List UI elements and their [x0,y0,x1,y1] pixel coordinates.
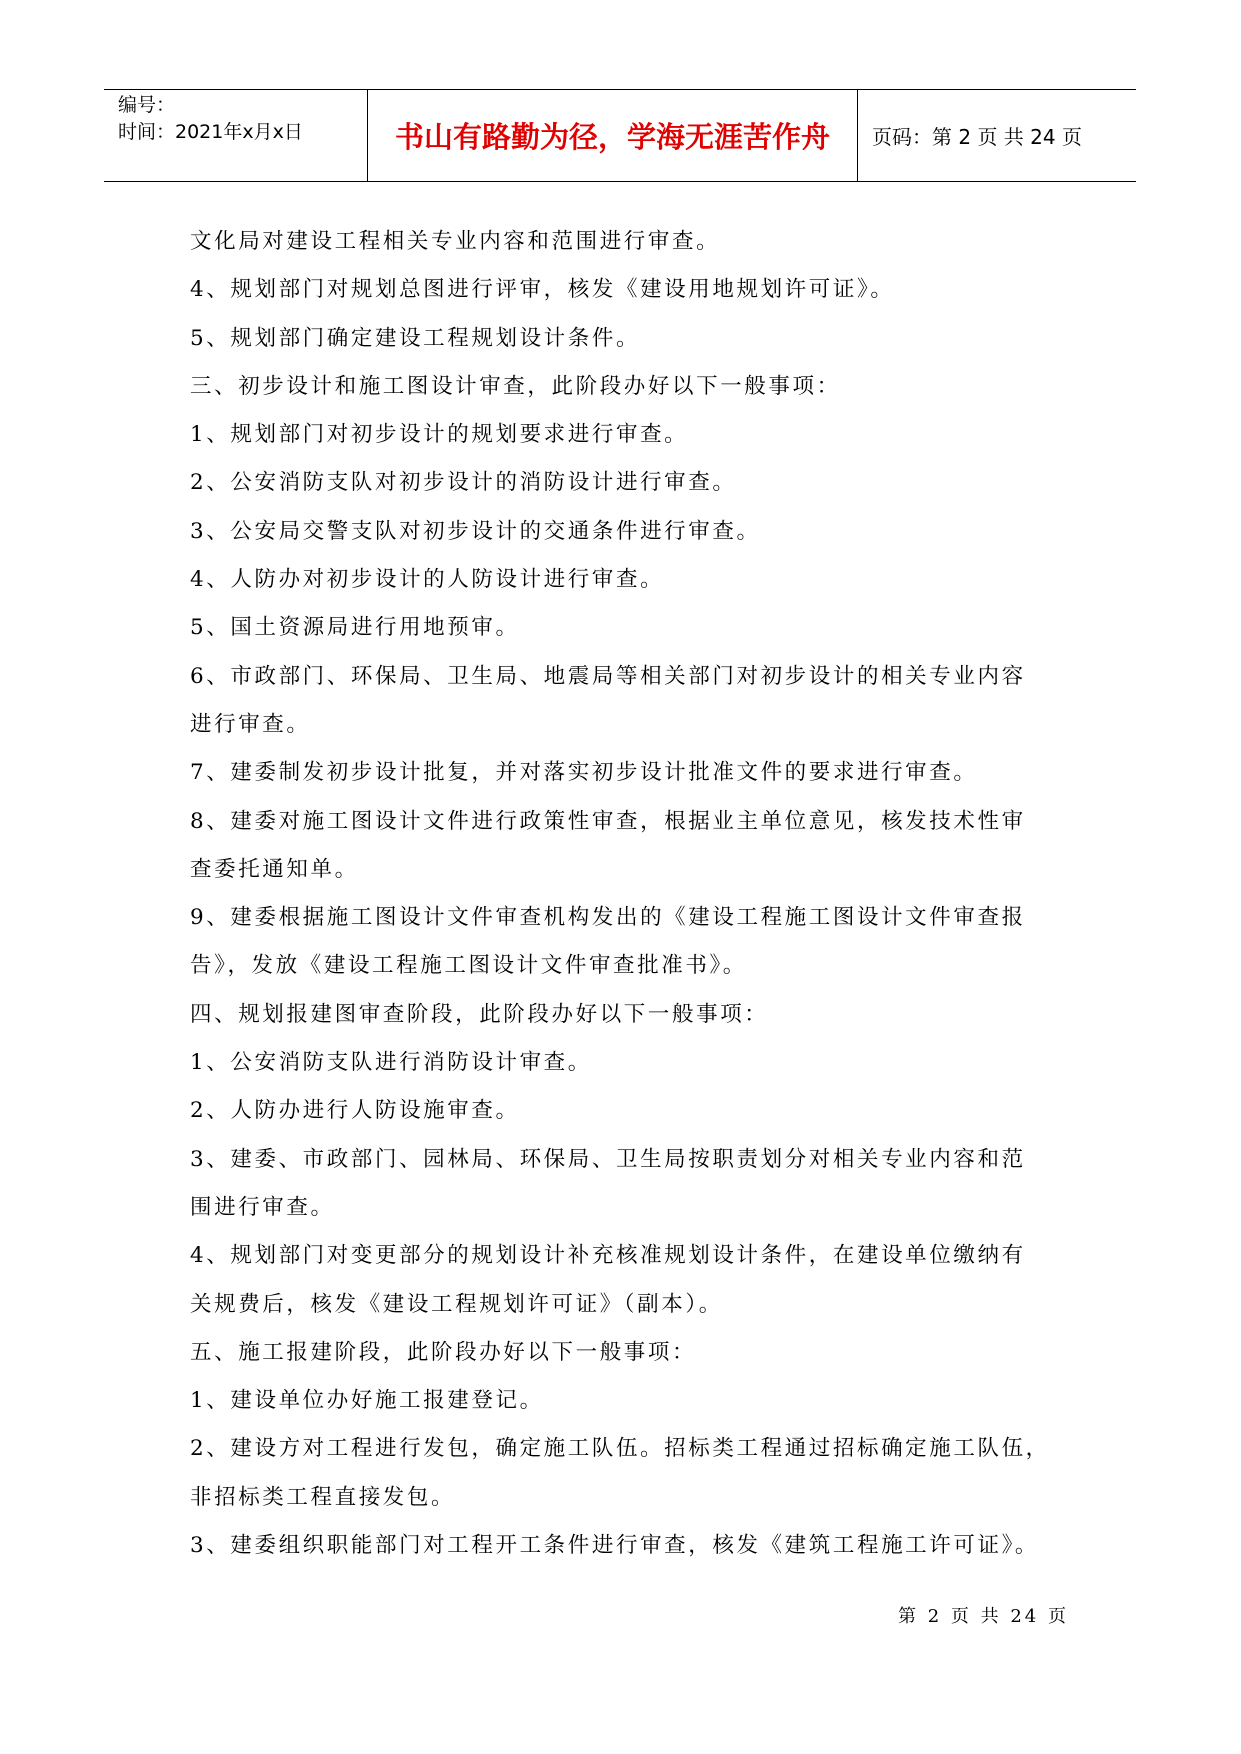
body-line: 7、建委制发初步设计批复，并对落实初步设计批准文件的要求进行审查。 [190,760,978,786]
body-line: 3、公安局交警支队对初步设计的交通条件进行审查。 [190,518,761,544]
body-line: 非招标类工程直接发包。 [190,1484,456,1510]
body-line: 9、建委根据施工图设计文件审查机构发出的《建设工程施工图设计文件审查报 [190,905,1026,931]
document-number-label: 编号： [118,94,176,116]
body-line: 5、国土资源局进行用地预审。 [190,615,520,641]
body-line: 查委托通知单。 [190,856,359,882]
header-meta-cell [104,90,368,181]
page-footer [898,1602,1069,1628]
header-page-cell [858,90,1136,181]
body-line: 进行审查。 [190,711,311,737]
body-line: 4、规划部门对规划总图进行评审，核发《建设用地规划许可证》。 [190,277,895,303]
body-line: 2、建设方对工程进行发包，确定施工队伍。招标类工程通过招标确定施工队伍， [190,1436,1050,1462]
header-motto: 书山有路勤为径，学海无涯苦作舟 [394,120,830,154]
document-body [190,218,1060,1570]
body-line: 1、规划部门对初步设计的规划要求进行审查。 [190,422,689,448]
body-line: 5、规划部门确定建设工程规划设计条件。 [190,325,641,351]
body-line: 6、市政部门、环保局、卫生局、地震局等相关部门对初步设计的相关专业内容 [190,663,1026,689]
header-page-info: 页码：第 2 页 共 24 页 [872,125,1082,149]
body-line: 文化局对建设工程相关专业内容和范围进行审查。 [190,229,721,254]
body-line: 4、规划部门对变更部分的规划设计补充核准规划设计条件，在建设单位缴纳有 [190,1243,1026,1269]
body-line: 1、公安消防支队进行消防设计审查。 [190,1050,592,1076]
section-heading: 三、初步设计和施工图设计审查，此阶段办好以下一般事项： [190,373,841,399]
header-motto-cell [368,90,858,181]
body-line: 告》，发放《建设工程施工图设计文件审查批准书》。 [190,953,747,979]
footer-page-number: 第 2 页 共 24 页 [898,1606,1069,1627]
body-line: 8、建委对施工图设计文件进行政策性审查，根据业主单位意见，核发技术性审 [190,808,1026,834]
body-line: 围进行审查。 [190,1194,335,1220]
body-line: 关规费后，核发《建设工程规划许可证》（副本）。 [190,1291,723,1317]
body-line: 3、建委、市政部门、园林局、环保局、卫生局按职责划分对相关专业内容和范 [190,1146,1026,1172]
section-heading: 五、施工报建阶段，此阶段办好以下一般事项： [190,1339,697,1365]
body-line: 2、人防办进行人防设施审查。 [190,1098,520,1124]
document-time-label: 时间：2021年x月x日 [118,121,303,143]
section-heading: 四、规划报建图审查阶段，此阶段办好以下一般事项： [190,1001,769,1027]
body-line: 4、人防办对初步设计的人防设计进行审查。 [190,567,665,593]
body-line: 1、建设单位办好施工报建登记。 [190,1388,544,1414]
document-header [104,89,1136,182]
body-line: 2、公安消防支队对初步设计的消防设计进行审查。 [190,470,737,496]
body-line: 3、建委组织职能部门对工程开工条件进行审查，核发《建筑工程施工许可证》。 [190,1533,1040,1559]
